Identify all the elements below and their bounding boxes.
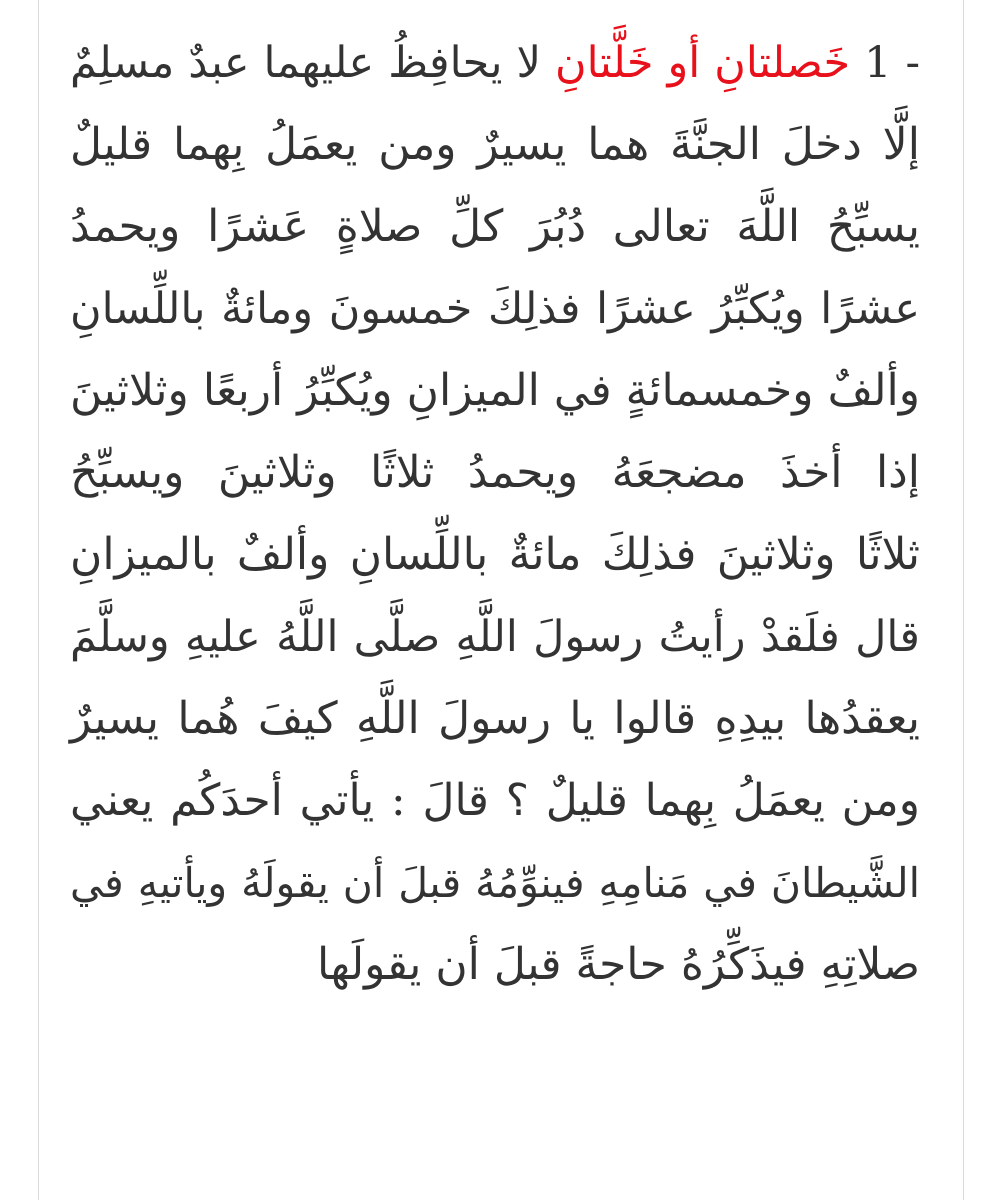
text-line-2: إلَّا دخلَ الجنَّةَ هما يسيرٌ ومن يعمَلُ بِهما قليلٌ (70, 119, 920, 170)
text-line-5: وألفٌ وخمسمائةٍ في الميزانِ ويُكبِّرُ أربعًا وثلاثينَ (70, 365, 920, 416)
text-line-7: ثلاثًا وثلاثينَ فذلِكَ مائةٌ باللِّسانِ وألفٌ بالميزانِ (70, 529, 920, 580)
left-margin-rule (38, 0, 39, 1200)
right-margin-rule (963, 0, 964, 1200)
highlighted-phrase: خَصلتانِ أو خَلَّتانِ (555, 38, 851, 88)
text-line-10: ومن يعمَلُ بِهما قليلٌ ؟ قالَ : يأتي أحدَكُم يعني (70, 775, 920, 826)
text-line-9: يعقدُها بيدِهِ قالوا يا رسولَ اللَّهِ كيفَ هُما يسيرٌ (70, 693, 920, 744)
text-line-1-rest: لا يحافِظُ عليهما عبدٌ مسلِمٌ (70, 38, 541, 88)
hadith-text-block (70, 22, 920, 1006)
text-line-4: عشرًا ويُكبِّرُ عشرًا فذلِكَ خمسونَ ومائةٌ باللِّسانِ (70, 284, 920, 334)
text-line-3: يسبِّحُ اللَّهَ تعالى دُبُرَ كلِّ صلاةٍ عَشرًا ويحمدُ (70, 201, 920, 252)
hadith-number: 1 - (864, 38, 921, 88)
text-line-11: الشَّيطانَ في مَنامِهِ فينوِّمُهُ قبلَ أن يقولَهُ ويأتيهِ في (70, 859, 920, 907)
text-line-12: صلاتِهِ فيذَكِّرُهُ حاجةً قبلَ أن يقولَها (317, 939, 920, 990)
text-line-8: قال فلَقدْ رأيتُ رسولَ اللَّهِ صلَّى اللَّهُ عليهِ وسلَّمَ (70, 612, 920, 662)
text-line-6: إذا أخذَ مضجعَهُ ويحمدُ ثلاثًا وثلاثينَ ويسبِّحُ (70, 447, 920, 498)
text-line-1 (70, 22, 920, 104)
